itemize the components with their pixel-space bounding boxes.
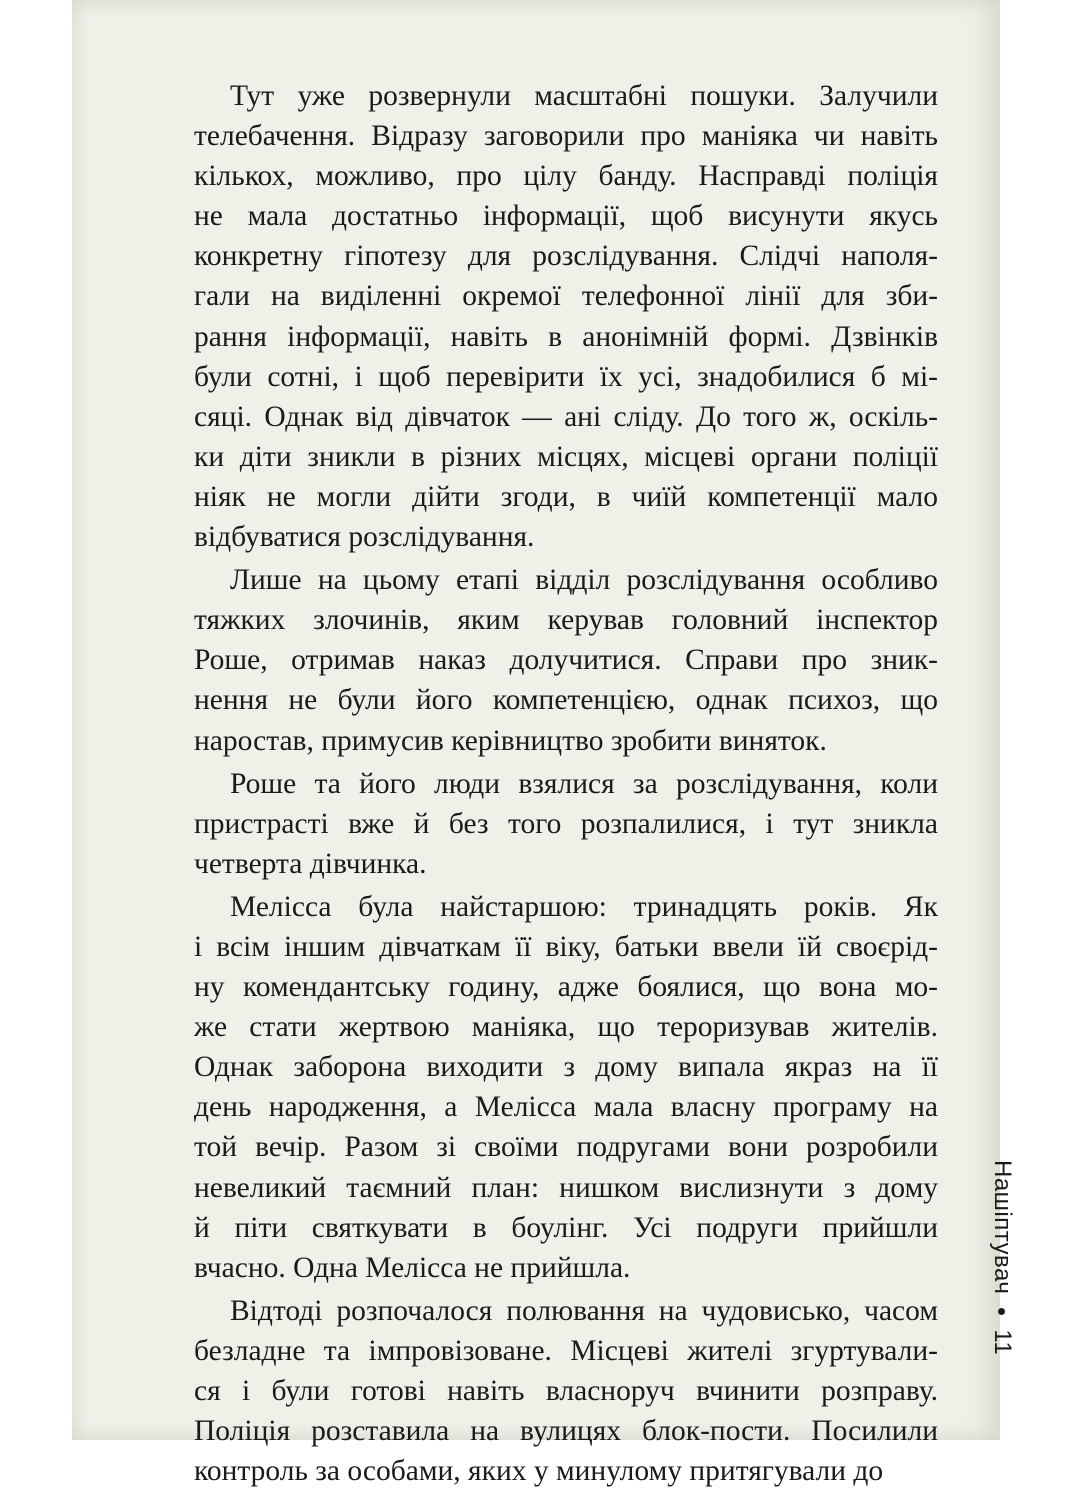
text-line: ну комендантську годину, адже боялися, що вона мо- — [194, 971, 938, 1004]
text-line: кількох, можливо, про цілу банду. Насправді поліція — [194, 160, 938, 193]
book-page — [72, 0, 1016, 1488]
text-line: Відтоді розпочалося полювання на чудовисько, часом — [230, 1294, 938, 1327]
book-title: Нашіптувач — [989, 1160, 1016, 1295]
text-line: безладне та імпровізоване. Місцеві жителі згуртували- — [194, 1334, 938, 1367]
text-line: ніяк не могли дійти згоди, в чиїй компетенції мало — [194, 480, 938, 513]
text-line: Поліція розставила на вулицях блок-пости. Посилили — [194, 1415, 938, 1448]
text-line: рання інформації, навіть в анонімній формі. Дзвінків — [194, 320, 938, 353]
text-line: вчасно. Одна Мелісса не прийшла. — [194, 1251, 631, 1284]
text-line: той вечір. Разом зі своїми подругами вони розробили — [194, 1131, 938, 1164]
running-head — [976, 1160, 1036, 1356]
text-line: і всім іншим дівчаткам її віку, батьки ввели їй своєрід- — [194, 930, 938, 963]
text-line: день народження, а Мелісса мала власну програму на — [194, 1091, 938, 1124]
text-line: ся і були готові навіть власноруч вчинити розправу. — [194, 1375, 938, 1407]
text-line: Роше та його люди взялися за розслідування, коли — [230, 767, 938, 800]
text-line: телебачення. Відразу заговорили про маніяка чи навіть — [194, 120, 938, 153]
text-line: конкретну гіпотезу для розслідування. Слідчі наполя- — [194, 240, 938, 273]
text-line: Однак заборона виходити з дому випала якраз на її — [194, 1051, 938, 1084]
text-line: Мелісса була найстаршою: тринадцять років. Як — [230, 890, 938, 923]
text-line: й піти святкувати в боулінг. Усі подруги прийшли — [194, 1211, 938, 1244]
text-line: ки діти зникли в різних місцях, місцеві органи поліції — [194, 440, 938, 473]
text-line: не мала достатньо інформації, щоб висунути якусь — [194, 200, 938, 233]
paragraph — [194, 76, 938, 557]
running-head-rotated — [988, 1160, 1016, 1355]
page-number: 11 — [989, 1329, 1016, 1356]
text-line: Лише на цьому етапі відділ розслідування особливо — [230, 564, 938, 597]
text-line: пристрасті вже й без того розпалилися, і тут зникла — [194, 807, 938, 840]
text-line: Роше, отримав наказ долучитися. Справи про зник- — [194, 644, 938, 677]
text-line: наростав, примусив керівництво зробити виняток. — [194, 724, 827, 757]
text-line: гали на виділенні окремої телефонної лінії для зби- — [194, 280, 938, 313]
text-line: Тут уже розвернули масштабні пошуки. Залучили — [230, 80, 938, 112]
bullet-separator — [999, 1308, 1006, 1315]
text-line: були сотні, і щоб перевірити їх усі, знадобилися б мі- — [194, 360, 938, 393]
text-line: невеликий таємний план: нишком вислизнути з дому — [194, 1171, 938, 1204]
text-line: тяжких злочинів, яким керував головний інспектор — [194, 604, 938, 637]
paragraph — [194, 1291, 938, 1491]
text-line: відбуватися розслідування. — [194, 521, 535, 554]
paragraph — [194, 764, 938, 884]
body-text — [194, 76, 938, 1491]
text-line: же стати жертвою маніяка, що тероризував жителів. — [194, 1011, 938, 1044]
paragraph — [194, 560, 938, 760]
text-line: сяці. Однак від дівчаток — ані сліду. До того ж, оскіль- — [194, 400, 938, 433]
text-line: четверта дівчинка. — [194, 847, 427, 880]
text-line: нення не були його компетенцією, однак психоз, що — [194, 684, 938, 717]
text-line: контроль за особами, яких у минулому притягували до — [194, 1455, 884, 1488]
paragraph — [194, 887, 938, 1288]
